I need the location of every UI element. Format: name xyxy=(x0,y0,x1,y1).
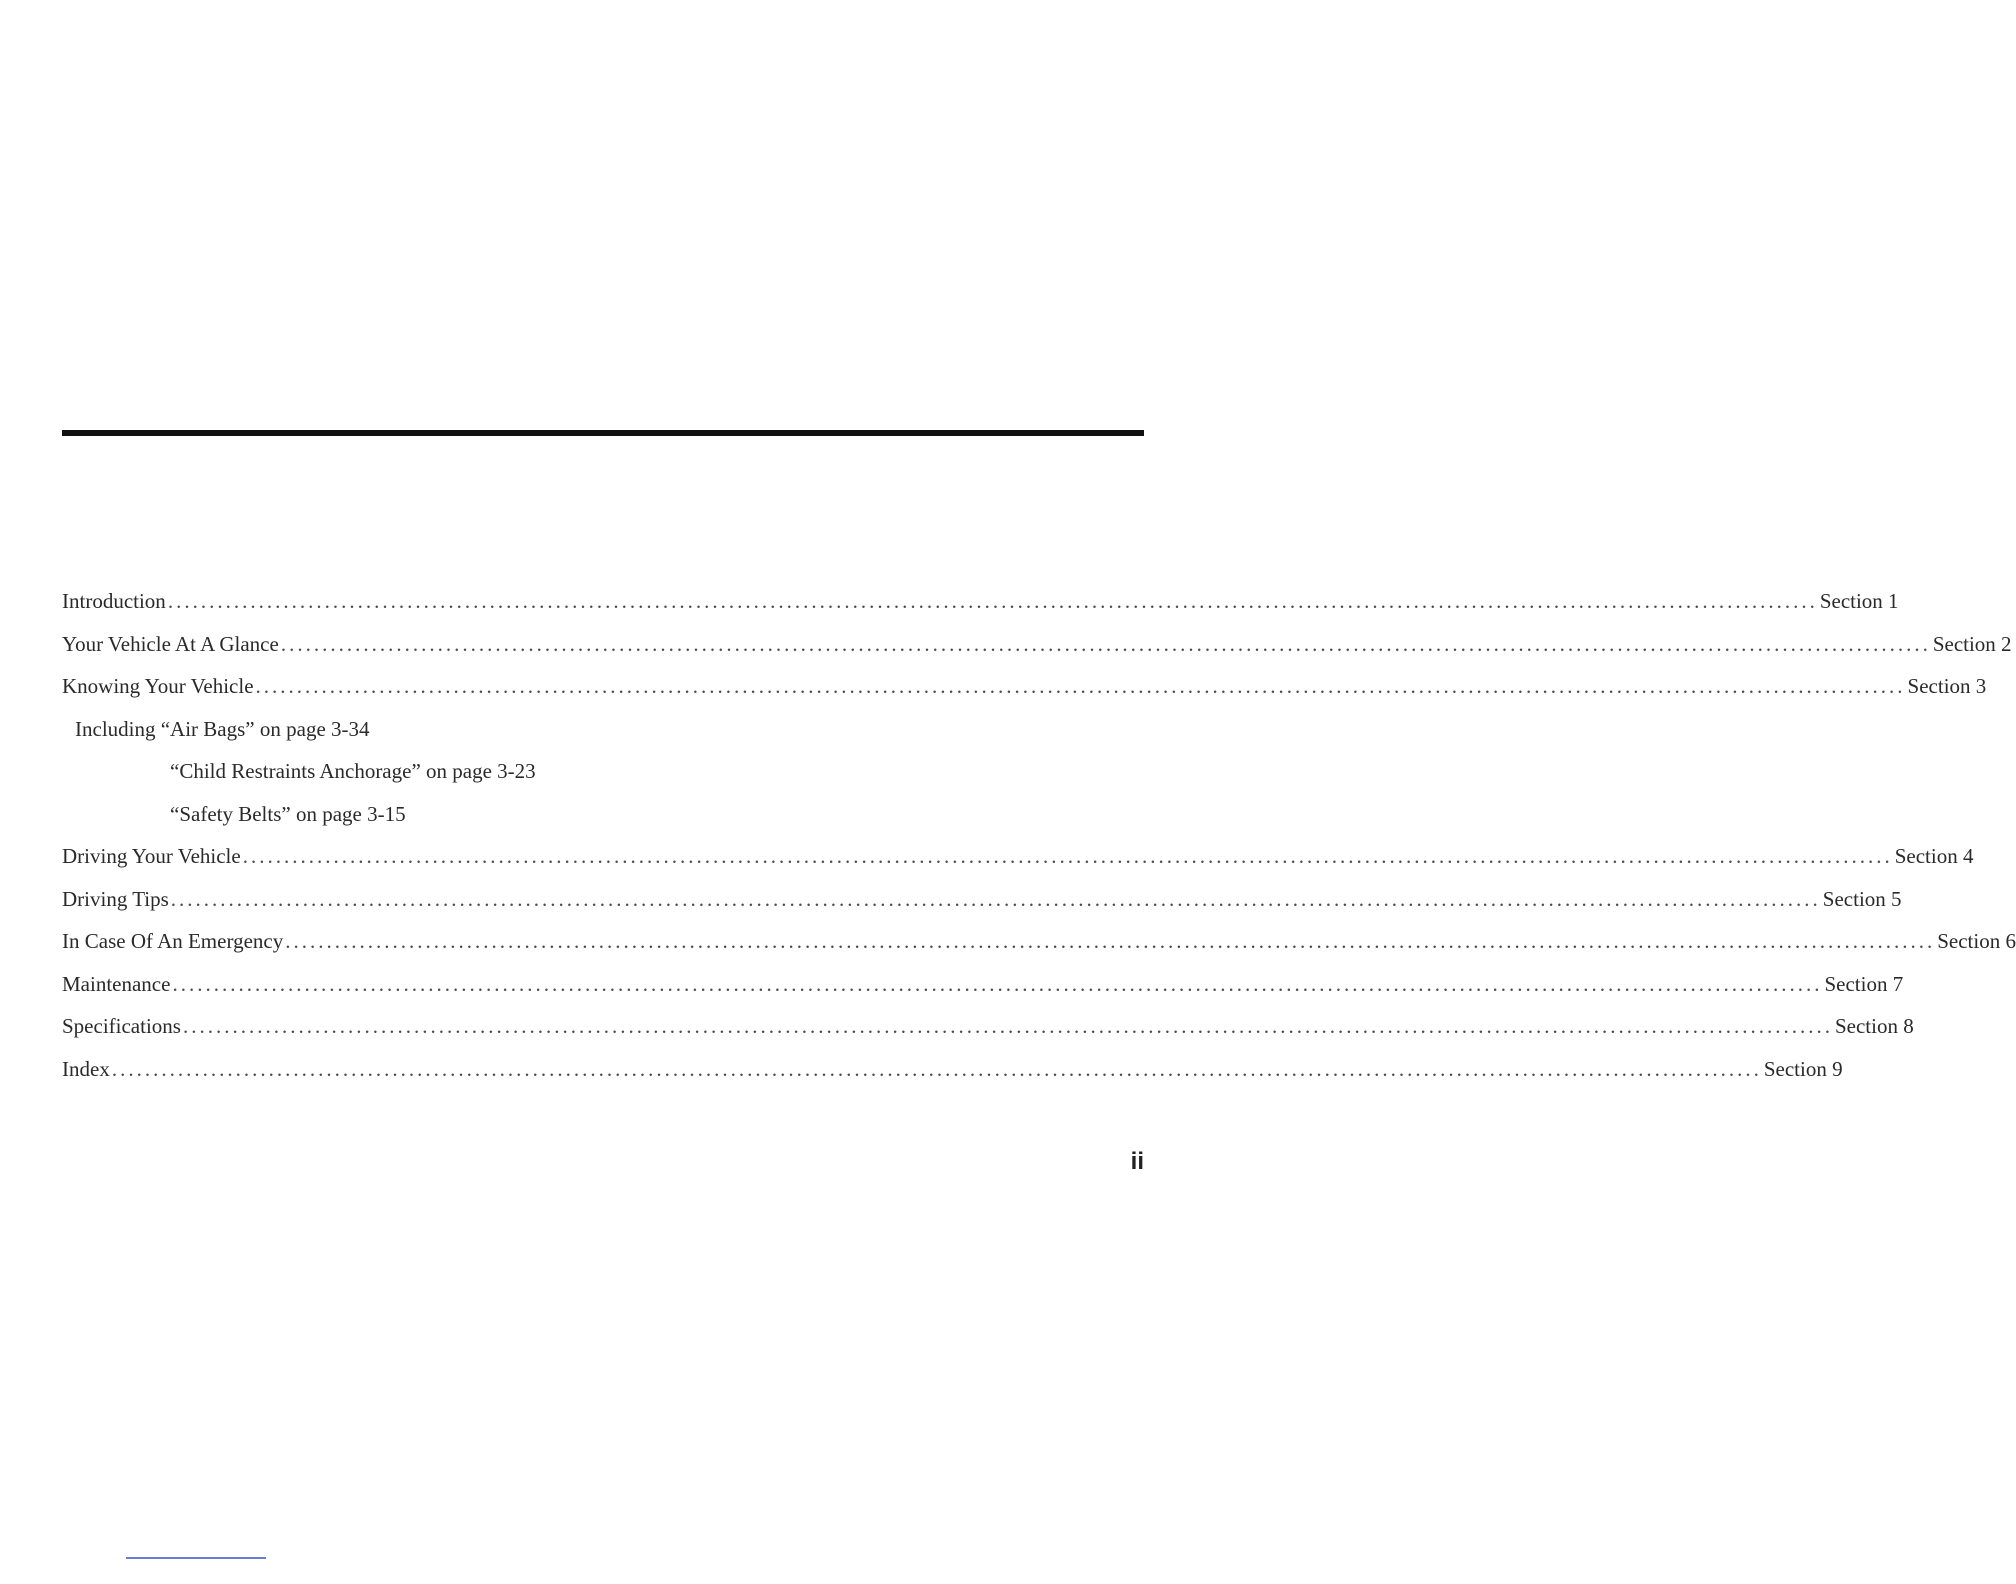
toc-entry-title: Specifications xyxy=(62,1014,181,1038)
table-of-contents xyxy=(62,580,2016,1090)
toc-entry-title: Introduction xyxy=(62,589,166,613)
page-number: ii xyxy=(1130,1148,1144,1175)
toc-entry-title: Driving Your Vehicle xyxy=(62,844,241,868)
dot-leader: ........................................................................................................................................................................................................ xyxy=(242,844,1893,868)
toc-entry-section: Section 3 xyxy=(1907,674,1987,698)
toc-note-safety-belts[interactable]: “Safety Belts” on page 3-15 xyxy=(170,801,406,826)
toc-entry-section: Section 2 xyxy=(1932,631,2012,656)
toc-entry-section: Section 7 xyxy=(1824,971,1904,996)
toc-entry-section: Section 9 xyxy=(1763,1056,1843,1081)
dot-leader: ........................................................................................................................................................................................................ xyxy=(172,971,1823,996)
toc-entry-section: Section 1 xyxy=(1819,589,1899,613)
toc-entry-section: Section 4 xyxy=(1894,844,1974,868)
toc-entry-knowing-your-vehicle[interactable] xyxy=(62,665,1987,708)
toc-note-air-bags[interactable]: Including “Air Bags” on page 3-34 xyxy=(75,716,370,741)
dot-leader: ........................................................................................................................................................................................................ xyxy=(285,929,1936,953)
dot-leader: ........................................................................................................................................................................................................ xyxy=(111,1056,1762,1081)
toc-entry-index[interactable] xyxy=(62,1048,1843,1091)
dot-leader: ........................................................................................................................................................................................................ xyxy=(167,589,1818,613)
toc-entry-maintenance[interactable] xyxy=(62,963,1904,1006)
dot-leader: ........................................................................................................................................................................................................ xyxy=(255,674,1906,698)
dot-leader: ........................................................................................................................................................................................................ xyxy=(280,631,1931,656)
toc-entry-section: Section 8 xyxy=(1834,1014,1914,1038)
toc-entry-title: Maintenance xyxy=(62,971,171,996)
toc-entry-title: Your Vehicle At A Glance xyxy=(62,631,279,656)
toc-entry-driving-your-vehicle[interactable] xyxy=(62,835,1974,878)
bottom-accent-rule xyxy=(126,1557,266,1559)
toc-entry-title: In Case Of An Emergency xyxy=(62,929,284,953)
dot-leader: ........................................................................................................................................................................................................ xyxy=(170,886,1821,911)
toc-entry-specifications[interactable] xyxy=(62,1005,1914,1048)
toc-entry-title: Driving Tips xyxy=(62,886,169,911)
toc-entry-driving-tips[interactable] xyxy=(62,878,1902,921)
toc-entry-section: Section 6 xyxy=(1937,929,2016,953)
toc-entry-title: Index xyxy=(62,1056,110,1081)
toc-entry-vehicle-at-a-glance[interactable] xyxy=(62,623,2012,666)
toc-entry-introduction[interactable] xyxy=(62,580,1899,623)
toc-entry-in-case-of-emergency[interactable] xyxy=(62,920,2016,963)
toc-entry-title: Knowing Your Vehicle xyxy=(62,674,254,698)
toc-note-child-restraints[interactable]: “Child Restraints Anchorage” on page 3-23 xyxy=(170,759,536,783)
toc-entry-section: Section 5 xyxy=(1822,886,1902,911)
top-divider-rule xyxy=(62,430,1144,436)
dot-leader: ........................................................................................................................................................................................................ xyxy=(182,1014,1833,1038)
